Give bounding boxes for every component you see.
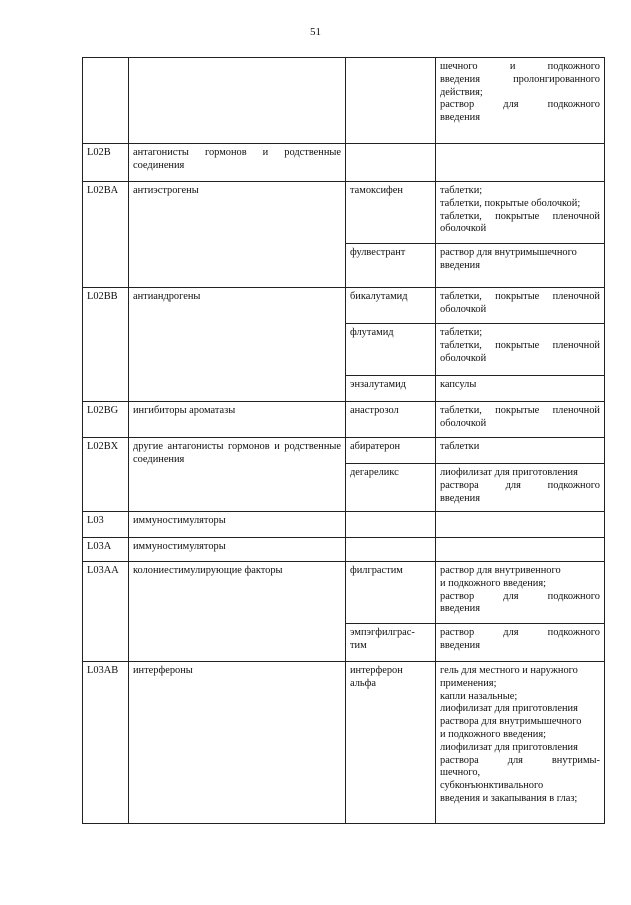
atc-group-name-cell: иммуностимуляторы [129, 538, 346, 562]
dosage-forms-cell [436, 662, 605, 824]
dosage-form-line: оболочкой [440, 417, 487, 429]
dosage-form-line: действия; [440, 86, 483, 98]
drug-name-cell: бикалутамид [346, 288, 436, 324]
dosage-form-line: таблетки, покрытые пленочной [440, 210, 600, 222]
dosage-forms-cell [436, 58, 605, 144]
dosage-form-line: лиофилизат для приготовления [440, 467, 578, 478]
dosage-form-line: и подкожного введения; [440, 577, 547, 589]
atc-group-name-cell: антагонисты гормонов и родственные соединения [129, 144, 346, 182]
dosage-forms-cell [436, 624, 605, 662]
drug-name-cell: дегареликс [346, 464, 436, 512]
atc-group-name-cell [129, 58, 346, 144]
dosage-forms-cell [436, 464, 605, 512]
atc-group-name-cell: интерфероны [129, 662, 346, 824]
drug-name-cell: тамоксифен [346, 182, 436, 244]
dosage-form-line: раствора для внутримышечного [440, 716, 582, 728]
dosage-forms-cell [436, 538, 605, 562]
dosage-form-line: применения; [440, 677, 497, 689]
atc-code-cell: L02BA [83, 182, 129, 288]
atc-code-cell: L03 [83, 512, 129, 538]
atc-group-name-cell: ингибиторы ароматазы [129, 402, 346, 438]
dosage-forms-cell [436, 512, 605, 538]
drug-name-cell [346, 538, 436, 562]
table-row [83, 438, 605, 464]
table-row [83, 58, 605, 144]
atc-code-cell: L03AA [83, 562, 129, 662]
dosage-form-line: шечного, [440, 767, 481, 779]
dosage-form-line: введения [440, 112, 481, 124]
dosage-forms-cell [436, 438, 605, 464]
table-row [83, 538, 605, 562]
dosage-form-line: раствор для подкожного [440, 627, 600, 638]
dosage-form-line: таблетки [440, 441, 480, 452]
page-number: 51 [310, 26, 321, 38]
table-row [83, 288, 605, 324]
dosage-form-line: раствора для внутримы- [440, 754, 600, 766]
atc-code-cell: L02BX [83, 438, 129, 512]
dosage-form-line: и подкожного введения; [440, 728, 547, 740]
drug-name-cell: интерферон альфа [346, 662, 436, 824]
drug-name-cell [346, 512, 436, 538]
dosage-form-line: раствор для подкожного [440, 590, 600, 602]
dosage-form-line: оболочкой [440, 352, 487, 364]
dosage-form-line: раствор для внутримышечного [440, 247, 577, 258]
dosage-form-line: гель для местного и наружного [440, 665, 578, 676]
dosage-form-line: оболочкой [440, 223, 487, 235]
dosage-form-line: шечного и подкожного [440, 61, 600, 72]
drug-name-cell: филграстим [346, 562, 436, 624]
dosage-form-line: раствор для подкожного [440, 99, 600, 111]
drug-name-cell: энзалутамид [346, 376, 436, 402]
dosage-form-line: таблетки, покрытые пленочной [440, 291, 600, 302]
atc-group-name-cell: иммуностимуляторы [129, 512, 346, 538]
dosage-form-line: таблетки; [440, 327, 483, 338]
table-row [83, 144, 605, 182]
dosage-forms-cell [436, 402, 605, 438]
dosage-form-line: оболочкой [440, 303, 487, 315]
dosage-form-line: капсулы [440, 379, 477, 390]
dosage-form-line: таблетки; [440, 185, 483, 196]
drug-name-cell [346, 144, 436, 182]
table-row [83, 182, 605, 244]
atc-code-cell: L02BG [83, 402, 129, 438]
dosage-form-line: введения и закапывания в глаз; [440, 792, 578, 804]
drug-name-cell: фулвестрант [346, 244, 436, 288]
table-row [83, 562, 605, 624]
atc-code-cell: L02B [83, 144, 129, 182]
atc-code-cell: L03AB [83, 662, 129, 824]
atc-group-name-cell: антиэстрогены [129, 182, 346, 288]
dosage-form-line: субконъюнктивального [440, 780, 544, 792]
drug-name-cell [346, 58, 436, 144]
dosage-form-line: таблетки, покрытые пленочной [440, 405, 600, 416]
atc-group-name-cell: антиандрогены [129, 288, 346, 402]
atc-group-name-cell: колониестимулирующие факторы [129, 562, 346, 662]
drug-name-cell: флутамид [346, 324, 436, 376]
dosage-forms-cell [436, 288, 605, 324]
dosage-form-line: лиофилизат для приготовления [440, 741, 578, 753]
dosage-form-line: введения пролонгированного [440, 73, 600, 85]
atc-code-cell: L03A [83, 538, 129, 562]
table-row [83, 512, 605, 538]
atc-code-cell: L02BB [83, 288, 129, 402]
dosage-forms-cell [436, 376, 605, 402]
dosage-form-line: введения [440, 259, 481, 271]
dosage-form-line: таблетки, покрытые пленочной [440, 339, 600, 351]
dosage-forms-cell [436, 324, 605, 376]
dosage-form-line: раствор для внутривенного [440, 565, 561, 576]
dosage-forms-cell [436, 144, 605, 182]
dosage-form-line: введения [440, 492, 481, 504]
dosage-form-line: таблетки, покрытые оболочкой; [440, 197, 581, 209]
atc-code-cell [83, 58, 129, 144]
dosage-form-line: введения [440, 603, 481, 615]
dosage-forms-cell [436, 244, 605, 288]
dosage-forms-cell [436, 182, 605, 244]
drug-name-cell: анастрозол [346, 402, 436, 438]
drug-name-cell: эмпэгфилграс-тим [346, 624, 436, 662]
drug-name-cell: абиратерон [346, 438, 436, 464]
dosage-form-line: лиофилизат для приготовления [440, 703, 578, 715]
dosage-forms-cell [436, 562, 605, 624]
drug-table [82, 57, 605, 824]
table-row [83, 662, 605, 824]
table-row [83, 402, 605, 438]
dosage-form-line: введения [440, 639, 481, 651]
dosage-form-line: капли назальные; [440, 690, 518, 702]
atc-group-name-cell: другие антагонисты гормонов и родственные соединения [129, 438, 346, 512]
dosage-form-line: раствора для подкожного [440, 479, 600, 491]
